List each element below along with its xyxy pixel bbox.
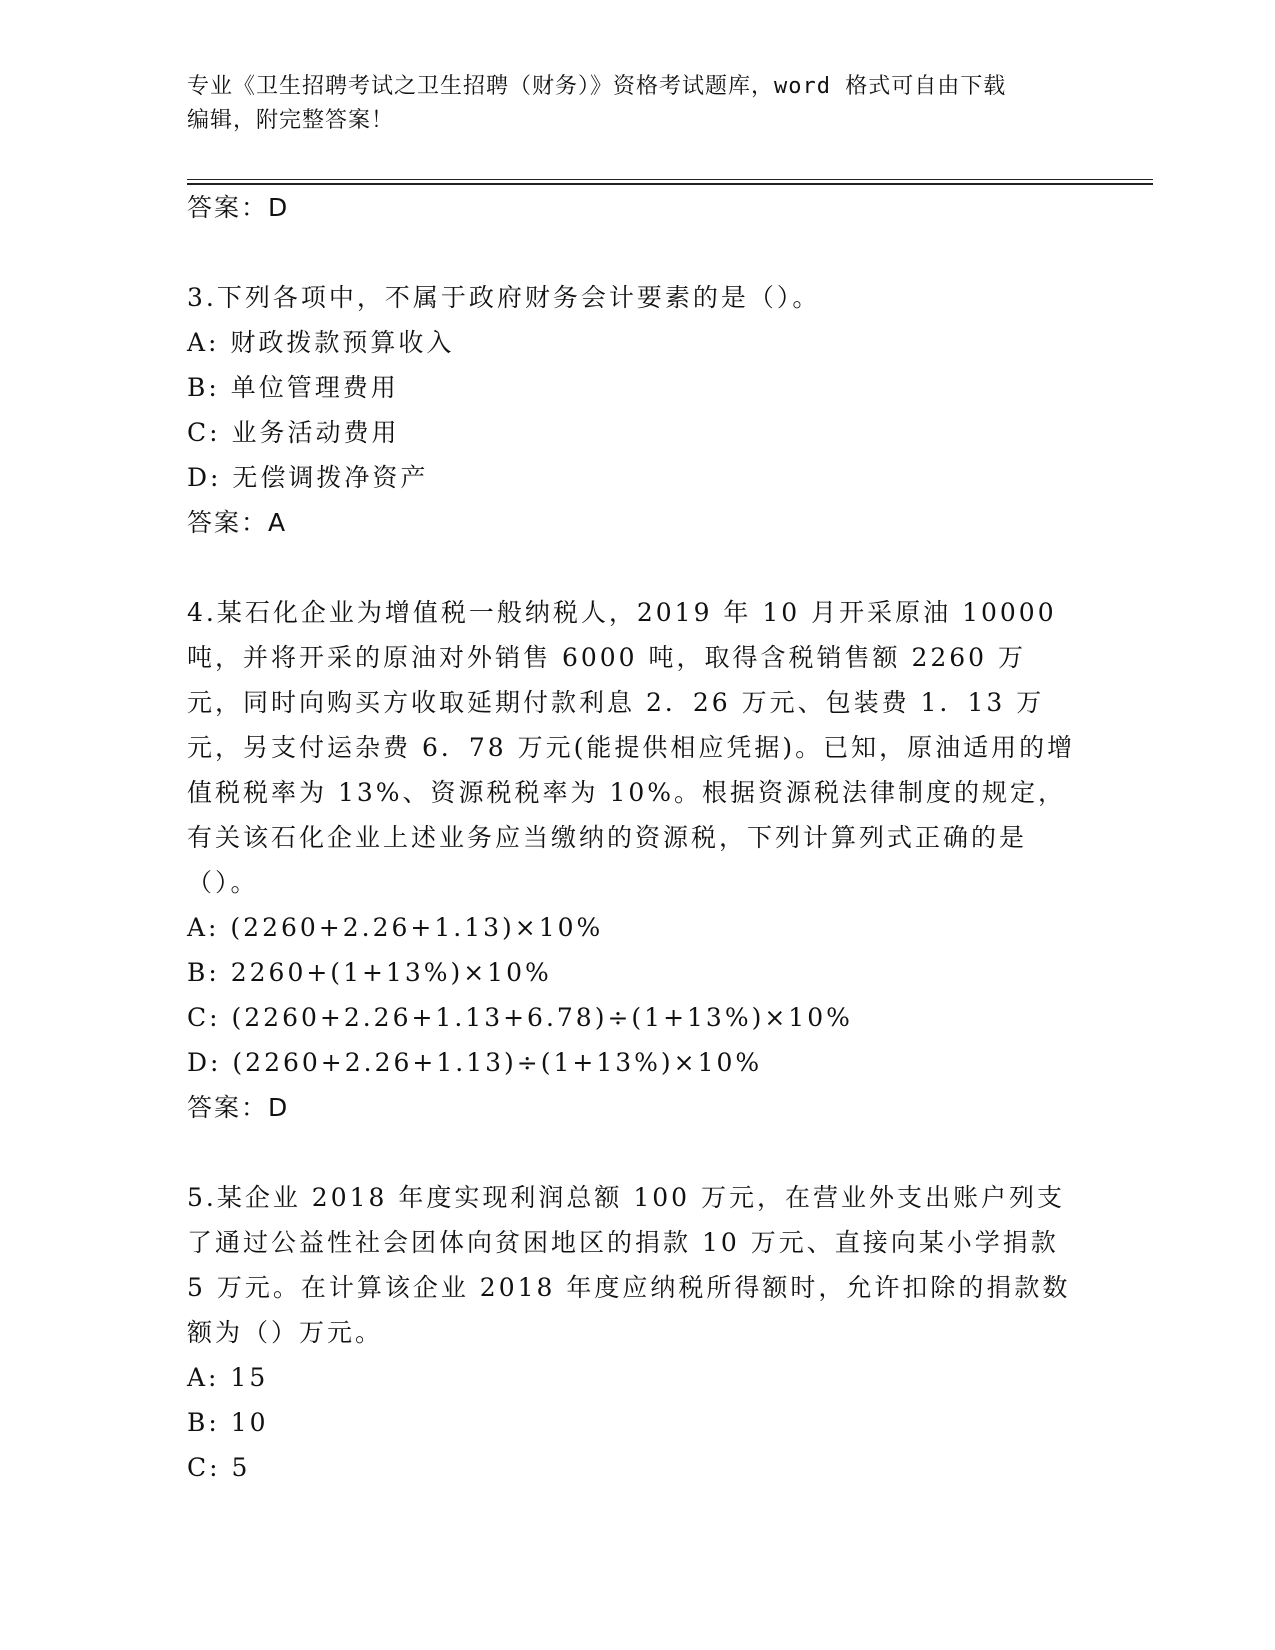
option-b: B: 单位管理费用: [187, 373, 399, 402]
exam-content: [187, 185, 1077, 1490]
answer: 答案：D: [187, 1093, 290, 1122]
header-line-2: 编辑，附完整答案！: [187, 108, 395, 133]
option-c: C: 5: [187, 1453, 251, 1482]
option-b: B: 10: [187, 1408, 269, 1437]
option-c: C: (2260+2.26+1.13+6.78)÷(1+13%)×10%: [187, 1003, 853, 1032]
option-d: D: 无偿调拨净资产: [187, 463, 429, 492]
option-d: D: (2260+2.26+1.13)÷(1+13%)×10%: [187, 1048, 763, 1077]
question-text: 4.某石化企业为增值税一般纳税人，2019 年 10 月开采原油 10000 吨，并将开采的原油对外销售 6000 吨，取得含税销售额 2260 万元，同时向购买方收取延期付款利息 2．26 万元、包装费 1．13 万元，另支付运杂费 6．78 万元(能提供相应凭据)。已知，原油适用的增值税税率为 13%、资源税税率为 10%。根据资源税法律制度的规定，有关该石化企业上述业务应当缴纳的资源税，下列计算列式正确的是（）。: [187, 598, 1076, 897]
answer: 答案：A: [187, 508, 288, 537]
option-a: A: (2260+2.26+1.13)×10%: [187, 913, 604, 942]
question-3: [187, 275, 1077, 546]
option-c: C: 业务活动费用: [187, 418, 400, 447]
previous-answer: 答案：D: [187, 193, 290, 222]
option-a: A: 15: [187, 1363, 269, 1392]
question-5: [187, 1175, 1077, 1490]
question-text: 5.某企业 2018 年度实现利润总额 100 万元，在营业外支出账户列支了通过公益性社会团体向贫困地区的捐款 10 万元、直接向某小学捐款 5 万元。在计算该企业 2018 年度应纳税所得额时，允许扣除的捐款数额为（）万元。: [187, 1183, 1071, 1347]
header-divider-thin: [187, 179, 1153, 180]
question-text: 3.下列各项中，不属于政府财务会计要素的是（）。: [187, 283, 821, 312]
header-line-1: 专业《卫生招聘考试之卫生招聘（财务）》资格考试题库，word 格式可自由下载: [187, 74, 1007, 99]
option-a: A: 财政拨款预算收入: [187, 328, 455, 357]
option-b: B: 2260+(1+13%)×10%: [187, 958, 552, 987]
question-4: [187, 590, 1077, 1131]
page-header: [187, 70, 1067, 138]
